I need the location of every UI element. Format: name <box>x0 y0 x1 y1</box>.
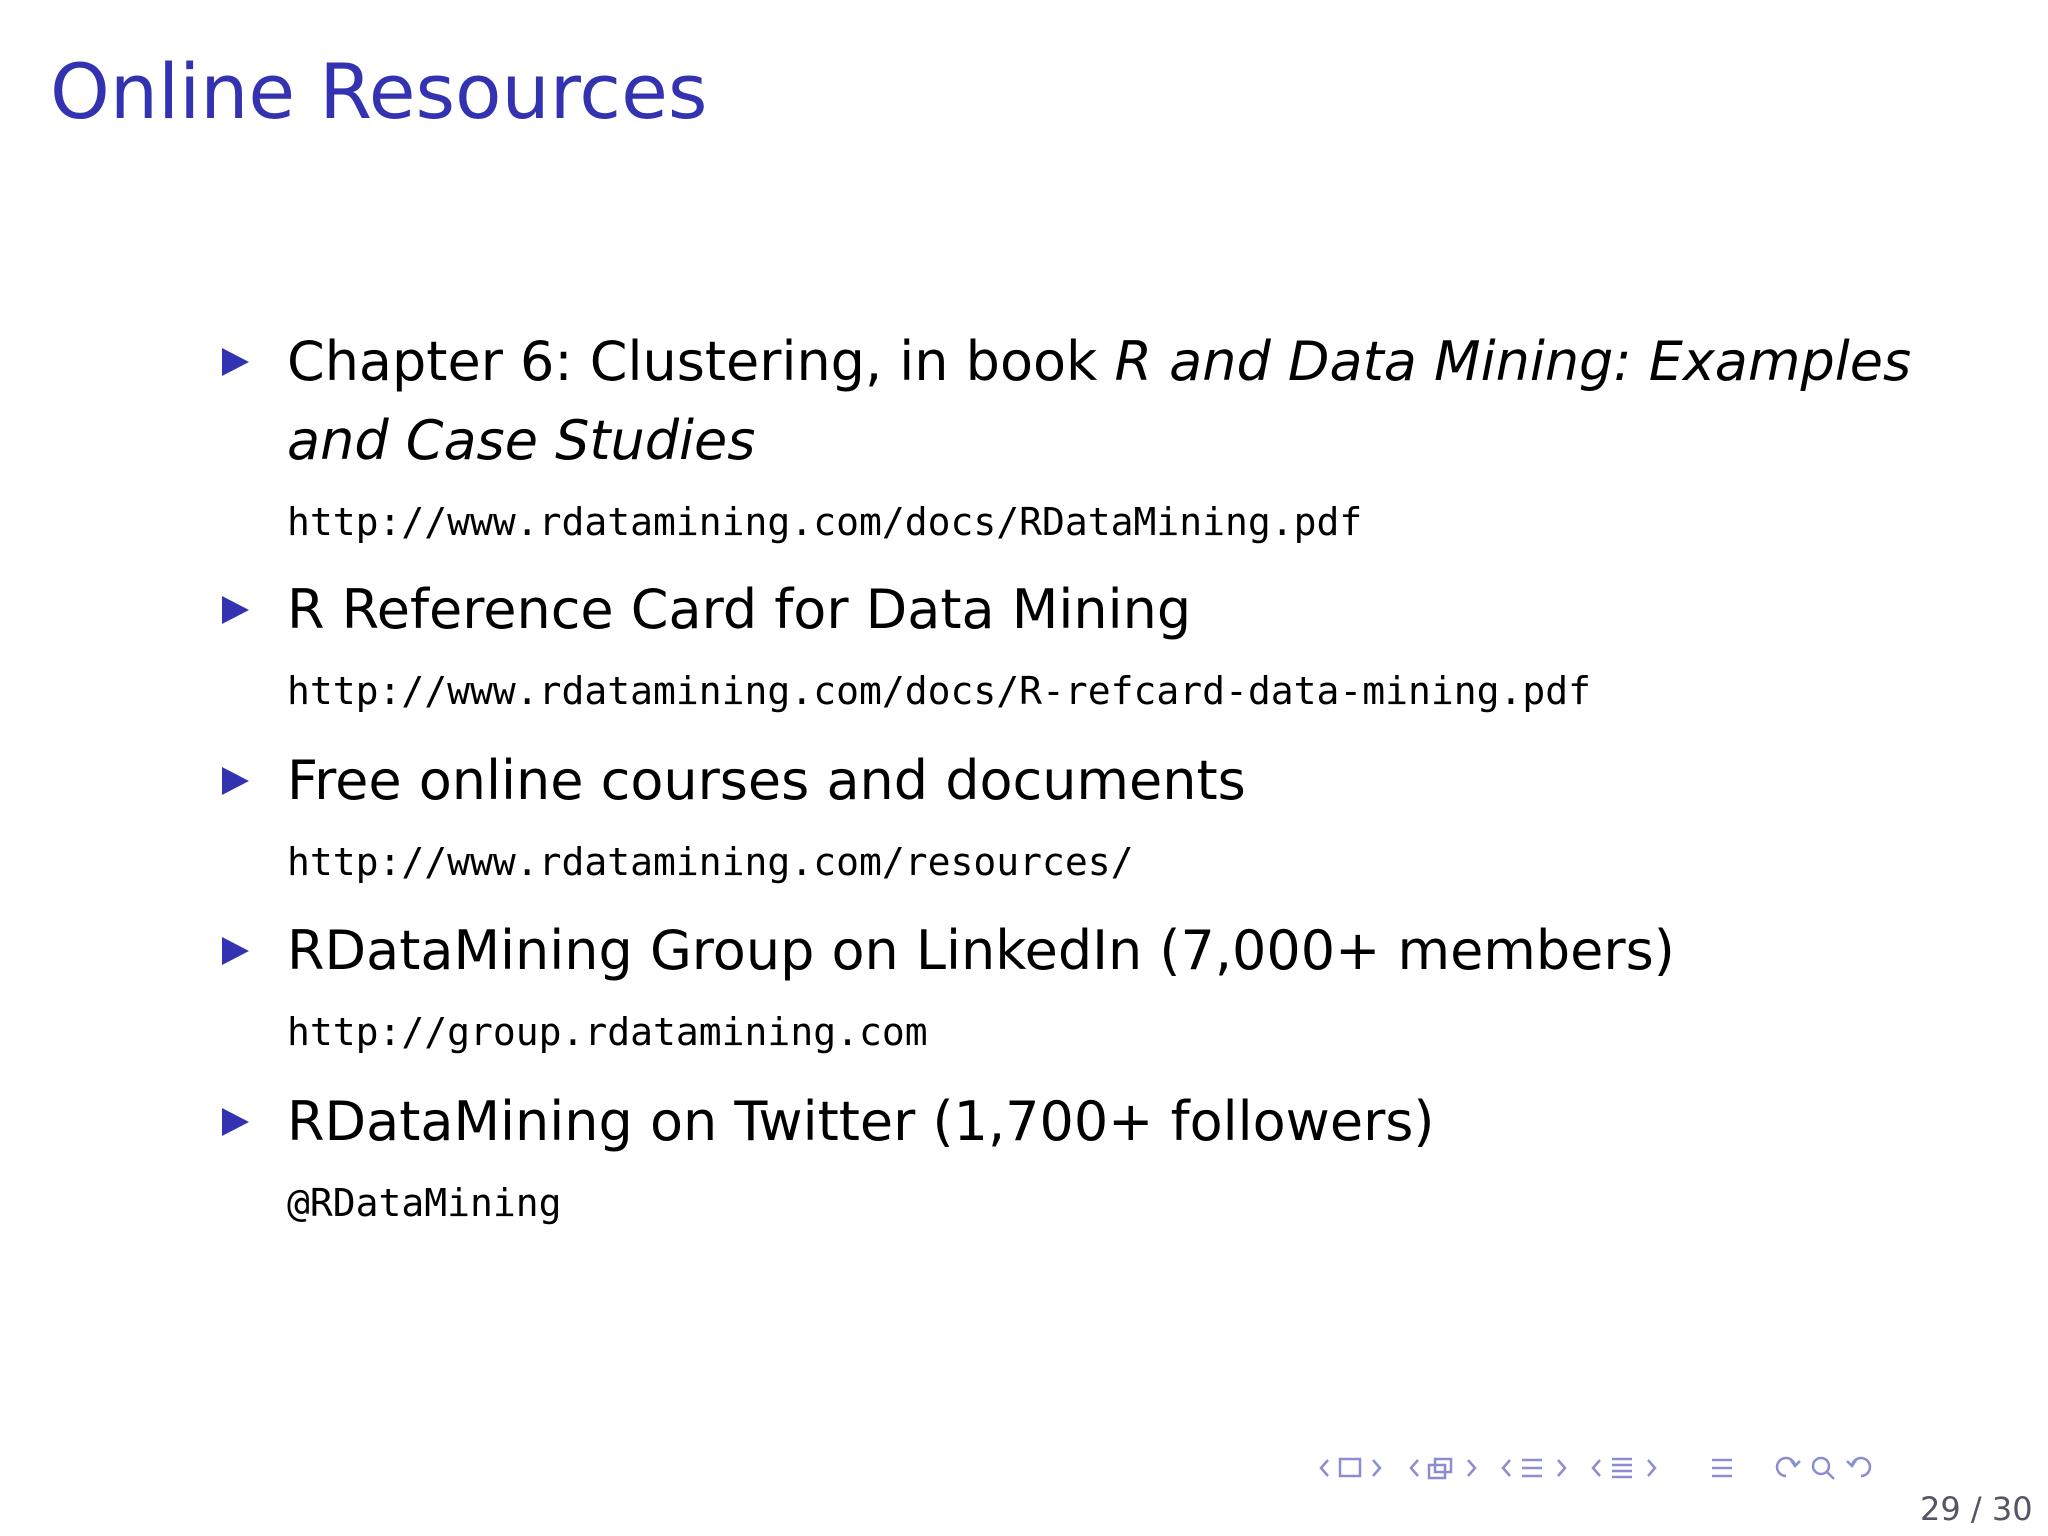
item-url[interactable]: @RDataMining <box>287 1181 562 1225</box>
bullet-triangle-icon <box>222 348 249 376</box>
arrow-left-icon <box>1321 1460 1328 1476</box>
item-text: R Reference Card for Data Mining <box>287 578 1192 641</box>
arrow-left-icon <box>1411 1460 1418 1476</box>
arrow-right-icon <box>1648 1460 1655 1476</box>
item-url[interactable]: http://group.rdatamining.com <box>287 1010 928 1054</box>
item-text-continued: and Case Studies <box>287 409 756 472</box>
search-icon <box>1813 1458 1829 1474</box>
bullet-triangle-icon <box>222 1108 249 1136</box>
align-icon <box>1712 1460 1732 1476</box>
arrow-right-icon <box>1468 1460 1475 1476</box>
item-url[interactable]: http://www.rdatamining.com/resources/ <box>287 840 1134 884</box>
arrow-left-icon <box>1503 1460 1510 1476</box>
bullet-triangle-icon <box>222 937 249 965</box>
bullet-triangle-icon <box>222 767 249 795</box>
page-number: 29 / 30 <box>1920 1490 2033 1528</box>
item-url[interactable]: http://www.rdatamining.com/docs/RDataMining.pdf <box>287 500 1363 544</box>
section-icon <box>1612 1459 1632 1477</box>
item-text: RDataMining Group on LinkedIn (7,000+ members) <box>287 919 1675 982</box>
item-text: Free online courses and documents <box>287 749 1246 812</box>
item-url[interactable]: http://www.rdatamining.com/docs/R-refcard-data-mining.pdf <box>287 669 1592 713</box>
arrow-right-icon <box>1558 1460 1565 1476</box>
section-icon <box>1522 1460 1542 1476</box>
beamer-navigation <box>1288 1448 2048 1488</box>
bullet-triangle-icon <box>222 596 249 624</box>
undo-icon <box>1777 1458 1800 1476</box>
arrow-left-icon <box>1593 1460 1600 1476</box>
item-text: RDataMining on Twitter (1,700+ followers) <box>287 1090 1435 1153</box>
arrow-right-icon <box>1373 1460 1380 1476</box>
frame-icon <box>1340 1459 1360 1476</box>
slide-title: Online Resources <box>50 47 708 136</box>
item-text: Chapter 6: Clustering, in book R and Data Mining: Examples <box>287 330 1912 393</box>
navigation-icons <box>1288 1448 2048 1488</box>
redo-icon <box>1847 1458 1870 1476</box>
